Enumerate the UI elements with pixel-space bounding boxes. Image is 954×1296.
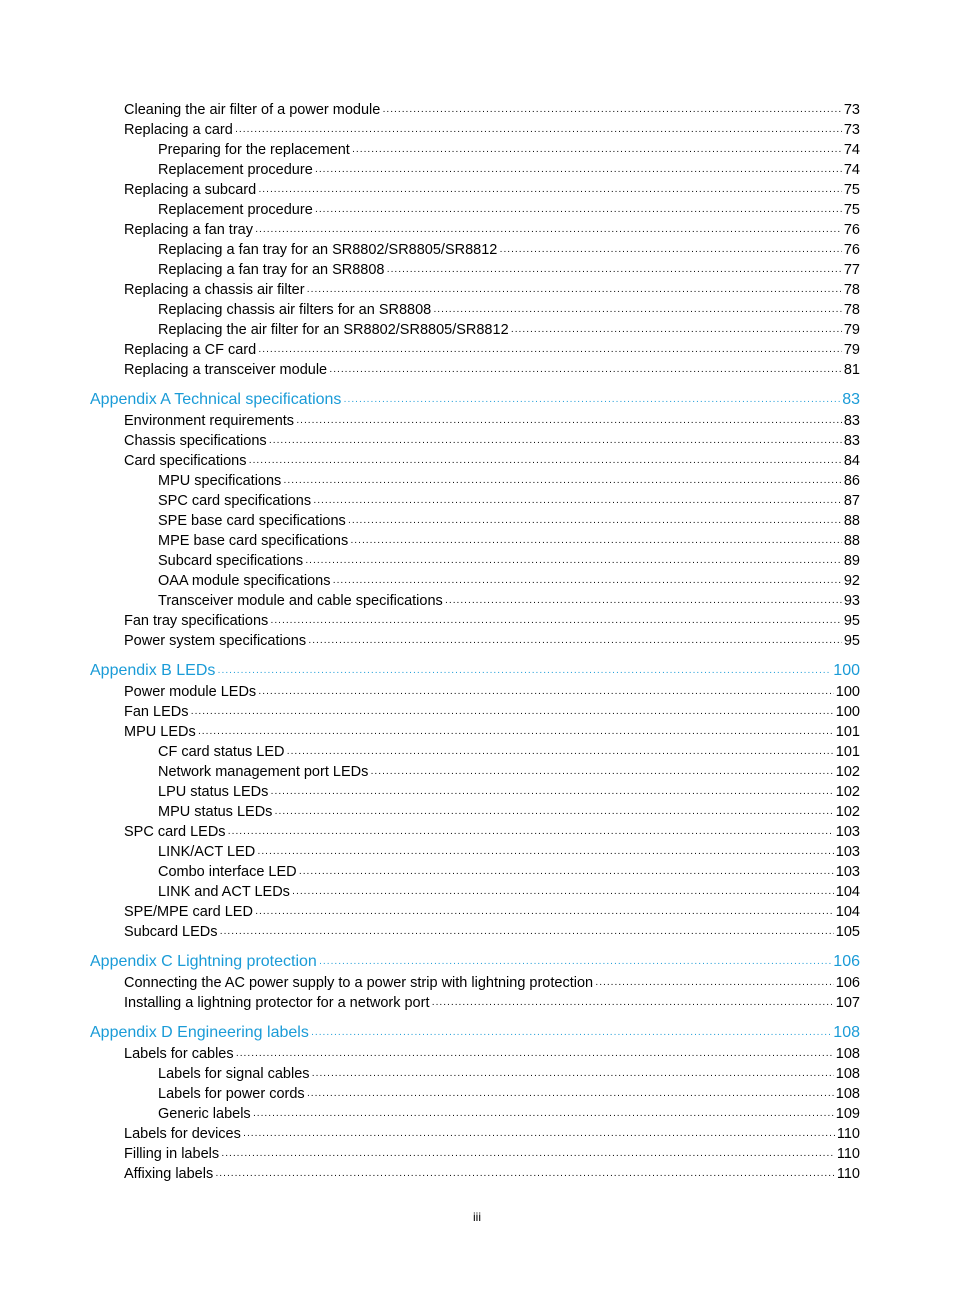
dot-leader xyxy=(595,975,834,993)
toc-entry-page: 81 xyxy=(843,362,860,378)
dot-leader xyxy=(249,453,842,471)
toc-entry-page: 102 xyxy=(835,784,860,800)
toc-entry-title: Appendix B LEDs xyxy=(90,662,216,679)
toc-entry-title: Replacing a chassis air filter xyxy=(124,282,305,298)
dot-leader xyxy=(299,864,834,882)
toc-entry-title: Appendix C Lightning protection xyxy=(90,953,317,970)
dot-leader xyxy=(198,724,834,742)
toc-entry[interactable] xyxy=(0,1124,954,1144)
toc-entry-page: 101 xyxy=(835,744,860,760)
dot-leader xyxy=(269,433,842,451)
toc-entry-title: Generic labels xyxy=(158,1106,251,1122)
toc-entry[interactable] xyxy=(0,611,954,631)
toc-entry-page: 75 xyxy=(843,202,860,218)
toc-entry[interactable] xyxy=(0,511,954,531)
toc-entry[interactable] xyxy=(0,973,954,993)
toc-entry-page: 87 xyxy=(843,493,860,509)
toc-entry-page: 84 xyxy=(843,453,860,469)
toc-entry[interactable] xyxy=(0,140,954,160)
toc-entry-title: Cleaning the air filter of a power module xyxy=(124,102,381,118)
dot-leader xyxy=(352,142,842,160)
dot-leader xyxy=(499,242,842,260)
dot-leader xyxy=(343,391,840,411)
dot-leader xyxy=(311,1024,831,1044)
toc-entry-title: OAA module specifications xyxy=(158,573,331,589)
toc-entry[interactable] xyxy=(0,300,954,320)
toc-entry-page: 74 xyxy=(843,142,860,158)
toc-entry-page: 73 xyxy=(843,102,860,118)
dot-leader xyxy=(305,553,842,571)
dot-leader xyxy=(217,662,831,682)
dot-leader xyxy=(258,342,842,360)
toc-entry-title: Appendix A Technical specifications xyxy=(90,391,342,408)
toc-entry-page: 109 xyxy=(835,1106,860,1122)
toc-entry-title: Replacing a fan tray xyxy=(124,222,253,238)
toc-entry-title: Filling in labels xyxy=(124,1146,220,1162)
toc-entry-page: 100 xyxy=(835,684,860,700)
toc-entry-page: 95 xyxy=(843,613,860,629)
toc-entry-title: Replacing a subcard xyxy=(124,182,257,198)
toc-entry-page: 110 xyxy=(836,1126,860,1142)
toc-entry[interactable] xyxy=(0,200,954,220)
toc-entry-page: 79 xyxy=(843,342,860,358)
toc-entry-page: 100 xyxy=(835,704,860,720)
toc-entry[interactable] xyxy=(0,360,954,380)
toc-entry[interactable] xyxy=(0,471,954,491)
toc-entry-page: 107 xyxy=(835,995,860,1011)
toc-entry-page: 83 xyxy=(843,433,860,449)
dot-leader xyxy=(274,804,833,822)
toc-entry[interactable] xyxy=(0,993,954,1013)
dot-leader xyxy=(319,953,831,973)
toc-entry-title: Replacement procedure xyxy=(158,162,313,178)
toc-entry[interactable] xyxy=(0,762,954,782)
toc-entry[interactable] xyxy=(0,220,954,240)
toc-entry-page: 106 xyxy=(833,953,860,970)
toc-entry-title: Fan tray specifications xyxy=(124,613,269,629)
toc-entry-page: 106 xyxy=(835,975,860,991)
dot-leader xyxy=(255,222,842,240)
toc-entry-title: Labels for cables xyxy=(124,1046,234,1062)
toc-entry-title: Subcard specifications xyxy=(158,553,304,569)
toc-entry[interactable] xyxy=(0,882,954,902)
toc-entry-title: Power module LEDs xyxy=(124,684,257,700)
toc-entry-title: Labels for signal cables xyxy=(158,1066,310,1082)
toc-entry[interactable] xyxy=(0,782,954,802)
toc-entry[interactable] xyxy=(0,411,954,431)
toc-entry-page: 104 xyxy=(835,904,860,920)
toc-entry[interactable] xyxy=(0,160,954,180)
toc-entry-page: 88 xyxy=(843,513,860,529)
toc-entry-title: MPU specifications xyxy=(158,473,282,489)
toc-entry-title: Appendix D Engineering labels xyxy=(90,1024,309,1041)
toc-chapter-entry[interactable] xyxy=(0,660,954,682)
toc-entry[interactable] xyxy=(0,802,954,822)
dot-leader xyxy=(270,613,842,631)
dot-leader xyxy=(332,573,841,591)
toc-entry-page: 105 xyxy=(835,924,860,940)
toc-entry-title: Subcard LEDs xyxy=(124,924,218,940)
toc-entry[interactable] xyxy=(0,260,954,280)
toc-entry[interactable] xyxy=(0,240,954,260)
toc-entry-page: 77 xyxy=(843,262,860,278)
toc-entry[interactable] xyxy=(0,451,954,471)
dot-leader xyxy=(258,182,842,200)
toc-entry-title: Network management port LEDs xyxy=(158,764,369,780)
toc-entry-title: SPC card specifications xyxy=(158,493,312,509)
toc-entry-page: 108 xyxy=(835,1066,860,1082)
toc-entry[interactable] xyxy=(0,742,954,762)
toc-entry[interactable] xyxy=(0,120,954,140)
toc-entry[interactable] xyxy=(0,491,954,511)
dot-leader xyxy=(312,1066,834,1084)
toc-entry[interactable] xyxy=(0,1064,954,1084)
toc-entry-title: Replacing a transceiver module xyxy=(124,362,328,378)
toc-entry[interactable] xyxy=(0,551,954,571)
dot-leader xyxy=(308,633,842,651)
toc-entry-page: 103 xyxy=(835,824,860,840)
toc-entry-title: Installing a lightning protector for a network port xyxy=(124,995,430,1011)
toc-entry-page: 100 xyxy=(833,662,860,679)
toc-entry[interactable] xyxy=(0,902,954,922)
dot-leader xyxy=(221,1146,835,1164)
toc-entry[interactable] xyxy=(0,431,954,451)
toc-entry-title: Environment requirements xyxy=(124,413,295,429)
toc-entry-page: 110 xyxy=(836,1166,860,1182)
toc-entry-title: Power system specifications xyxy=(124,633,307,649)
toc-entry[interactable] xyxy=(0,280,954,300)
dot-leader xyxy=(315,162,842,180)
toc-entry-page: 86 xyxy=(843,473,860,489)
toc-chapter-entry[interactable] xyxy=(0,1022,954,1044)
toc-entry-title: Replacing the air filter for an SR8802/SR8805/SR8812 xyxy=(158,322,509,338)
toc-entry-page: 101 xyxy=(835,724,860,740)
toc-entry[interactable] xyxy=(0,531,954,551)
toc-entry-page: 89 xyxy=(843,553,860,569)
dot-leader xyxy=(382,102,842,120)
toc-entry-page: 108 xyxy=(835,1046,860,1062)
toc-entry-title: SPE/MPE card LED xyxy=(124,904,253,920)
toc-entry-title: SPC card LEDs xyxy=(124,824,226,840)
toc-entry[interactable] xyxy=(0,862,954,882)
toc-entry-title: Fan LEDs xyxy=(124,704,189,720)
toc-entry-page: 75 xyxy=(843,182,860,198)
dot-leader xyxy=(220,924,834,942)
toc-entry-title: MPU status LEDs xyxy=(158,804,273,820)
toc-entry[interactable] xyxy=(0,1044,954,1064)
toc-entry-title: Replacing a fan tray for an SR8802/SR8805/SR8812 xyxy=(158,242,498,258)
dot-leader xyxy=(296,413,842,431)
toc-entry-page: 78 xyxy=(843,282,860,298)
dot-leader xyxy=(370,764,833,782)
toc-entry[interactable] xyxy=(0,922,954,942)
dot-leader xyxy=(445,593,842,611)
toc-entry-page: 104 xyxy=(835,884,860,900)
toc-entry-page: 103 xyxy=(835,864,860,880)
dot-leader xyxy=(236,1046,834,1064)
toc-entry-title: Replacing a CF card xyxy=(124,342,257,358)
toc-entry-title: Labels for devices xyxy=(124,1126,241,1142)
toc-entry-title: MPE base card specifications xyxy=(158,533,349,549)
dot-leader xyxy=(235,122,842,140)
dot-leader xyxy=(348,513,842,531)
toc-entry-title: Card specifications xyxy=(124,453,247,469)
toc-entry[interactable] xyxy=(0,571,954,591)
toc-entry[interactable] xyxy=(0,340,954,360)
dot-leader xyxy=(387,262,842,280)
toc-entry-page: 79 xyxy=(843,322,860,338)
dot-leader xyxy=(307,282,842,300)
toc-entry-page: 73 xyxy=(843,122,860,138)
toc-entry[interactable] xyxy=(0,822,954,842)
toc-entry-title: Replacement procedure xyxy=(158,202,313,218)
dot-leader xyxy=(315,202,842,220)
toc-entry-title: Replacing chassis air filters for an SR8808 xyxy=(158,302,432,318)
toc-entry-title: Replacing a card xyxy=(124,122,233,138)
toc-entry[interactable] xyxy=(0,722,954,742)
dot-leader xyxy=(431,995,833,1013)
toc-entry-title: Labels for power cords xyxy=(158,1086,305,1102)
dot-leader xyxy=(283,473,842,491)
toc-entry-title: SPE base card specifications xyxy=(158,513,346,529)
toc-entry-title: Affixing labels xyxy=(124,1166,214,1182)
dot-leader xyxy=(255,904,834,922)
toc-entry-title: CF card status LED xyxy=(158,744,285,760)
table-of-contents xyxy=(0,100,954,1184)
page-number: iii xyxy=(473,1210,481,1224)
toc-entry-page: 92 xyxy=(843,573,860,589)
toc-entry-title: LPU status LEDs xyxy=(158,784,269,800)
toc-entry[interactable] xyxy=(0,842,954,862)
toc-entry-title: LINK and ACT LEDs xyxy=(158,884,290,900)
toc-chapter-entry[interactable] xyxy=(0,951,954,973)
dot-leader xyxy=(228,824,834,842)
dot-leader xyxy=(190,704,833,722)
toc-entry[interactable] xyxy=(0,1164,954,1184)
toc-entry-title: Transceiver module and cable specifications xyxy=(158,593,443,609)
toc-entry[interactable] xyxy=(0,100,954,120)
toc-entry-title: Chassis specifications xyxy=(124,433,267,449)
toc-entry-page: 102 xyxy=(835,764,860,780)
toc-entry-title: Preparing for the replacement xyxy=(158,142,350,158)
dot-leader xyxy=(433,302,842,320)
dot-leader xyxy=(253,1106,834,1124)
toc-entry-title: Connecting the AC power supply to a power strip with lightning protection xyxy=(124,975,594,991)
dot-leader xyxy=(350,533,842,551)
toc-entry-page: 74 xyxy=(843,162,860,178)
toc-entry[interactable] xyxy=(0,702,954,722)
toc-entry-page: 76 xyxy=(843,242,860,258)
toc-entry[interactable] xyxy=(0,682,954,702)
dot-leader xyxy=(257,844,834,862)
toc-entry-page: 102 xyxy=(835,804,860,820)
dot-leader xyxy=(292,884,834,902)
toc-entry[interactable] xyxy=(0,631,954,651)
toc-entry-page: 78 xyxy=(843,302,860,318)
dot-leader xyxy=(287,744,834,762)
toc-chapter-entry[interactable] xyxy=(0,389,954,411)
toc-entry[interactable] xyxy=(0,320,954,340)
dot-leader xyxy=(313,493,842,511)
toc-entry-page: 83 xyxy=(843,413,860,429)
dot-leader xyxy=(258,684,834,702)
toc-entry[interactable] xyxy=(0,1104,954,1124)
dot-leader xyxy=(215,1166,835,1184)
toc-entry-title: LINK/ACT LED xyxy=(158,844,256,860)
toc-entry-page: 88 xyxy=(843,533,860,549)
toc-entry-page: 83 xyxy=(842,391,860,408)
toc-entry-page: 76 xyxy=(843,222,860,238)
toc-entry-title: Replacing a fan tray for an SR8808 xyxy=(158,262,385,278)
toc-entry-title: MPU LEDs xyxy=(124,724,196,740)
toc-entry-page: 110 xyxy=(836,1146,860,1162)
toc-entry-page: 103 xyxy=(835,844,860,860)
toc-entry-page: 108 xyxy=(833,1024,860,1041)
dot-leader xyxy=(270,784,833,802)
toc-entry-page: 93 xyxy=(843,593,860,609)
toc-entry-page: 95 xyxy=(843,633,860,649)
toc-entry-page: 108 xyxy=(835,1086,860,1102)
toc-entry[interactable] xyxy=(0,1084,954,1104)
toc-entry[interactable] xyxy=(0,1144,954,1164)
toc-entry[interactable] xyxy=(0,180,954,200)
dot-leader xyxy=(243,1126,835,1144)
dot-leader xyxy=(329,362,842,380)
dot-leader xyxy=(511,322,842,340)
dot-leader xyxy=(307,1086,834,1104)
toc-entry-title: Combo interface LED xyxy=(158,864,297,880)
toc-entry[interactable] xyxy=(0,591,954,611)
